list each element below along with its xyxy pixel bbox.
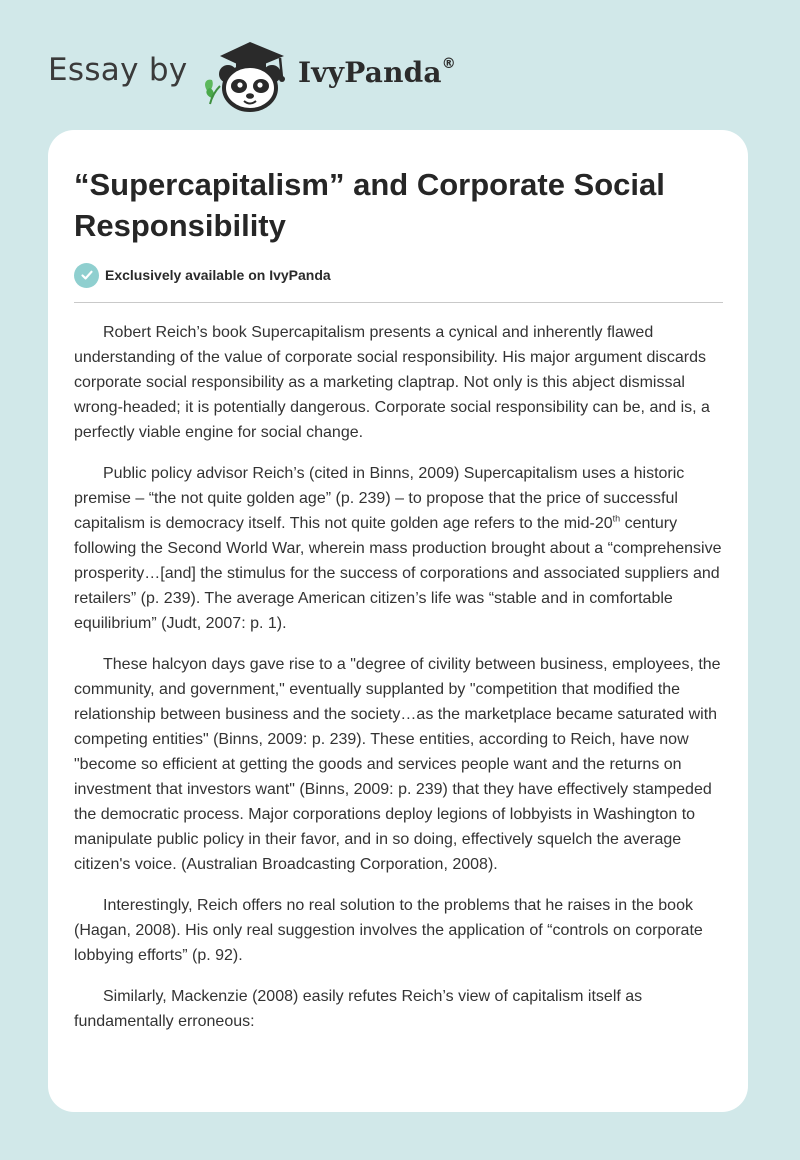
paragraph: Public policy advisor Reich’s (cited in Binns, 2009) Supercapitalism uses a historic premise – “the not quite golden age” (p. 239) – to propose that the price of successful capitalism is democracy itself. This not quite golden age refers to the mid-20th century following the Second World War, wherein mass production brought about a “comprehensive prosperity…[and] the stimulus for the success of corporations and associated suppliers and retailers” (p. 239). The average American citizen’s life was “stable and in comfortable equilibrium” (Judt, 2007: p. 1). — [74, 465, 722, 632]
title-divider — [74, 302, 723, 303]
registered-mark: ® — [441, 55, 456, 72]
brand-name[interactable]: IvyPanda® — [298, 55, 456, 89]
paragraph: Interestingly, Reich offers no real solution to the problems that he raises in the book (Hagan, 2008). His only real suggestion involves the application of “controls on corporate lobbying efforts” (p. 92). — [74, 897, 703, 964]
essay-card — [48, 130, 748, 1112]
panda-graduate-logo-icon[interactable] — [200, 34, 296, 114]
paragraph: Similarly, Mackenzie (2008) easily refutes Reich’s view of capitalism itself as fundamentally erroneous: — [74, 988, 643, 1030]
exclusive-badge — [74, 262, 331, 288]
paragraph: Robert Reich’s book Supercapitalism presents a cynical and inherently flawed understanding of the value of corporate social responsibility. His major argument discards corporate social responsibility as a marketing claptrap. Not only is this abject dismissal wrong-headed; it is potentially dangerous. Corporate social responsibility can be, and is, a perfectly viable engine for social change. — [74, 324, 710, 441]
exclusive-label: Exclusively available on IvyPanda — [105, 267, 331, 283]
site-header — [48, 28, 508, 118]
essay-title: “Supercapitalism” and Corporate Social Responsibility — [74, 167, 665, 243]
essay-body — [74, 320, 724, 1050]
essay-by-label: Essay by — [48, 52, 188, 88]
check-circle-icon — [74, 263, 99, 288]
paragraph: These halcyon days gave rise to a "degree of civility between business, employees, the community, and government," eventually supplanted by "competition that modified the relationship between business and the society…as the marketplace became saturated with competing entities" (Binns, 2009: p. 239). These entities, according to Reich, have now "become so efficient at getting the goods and services people want and the returns on investment that investors want" (Binns, 2009: p. 239) that they have effectively stampeded the democratic process. Major corporations deploy legions of lobbyists in Washington to manipulate public policy in their favor, and in so doing, effectively squelch the average citizen's voice. (Australian Broadcasting Corporation, 2008). — [74, 656, 721, 873]
